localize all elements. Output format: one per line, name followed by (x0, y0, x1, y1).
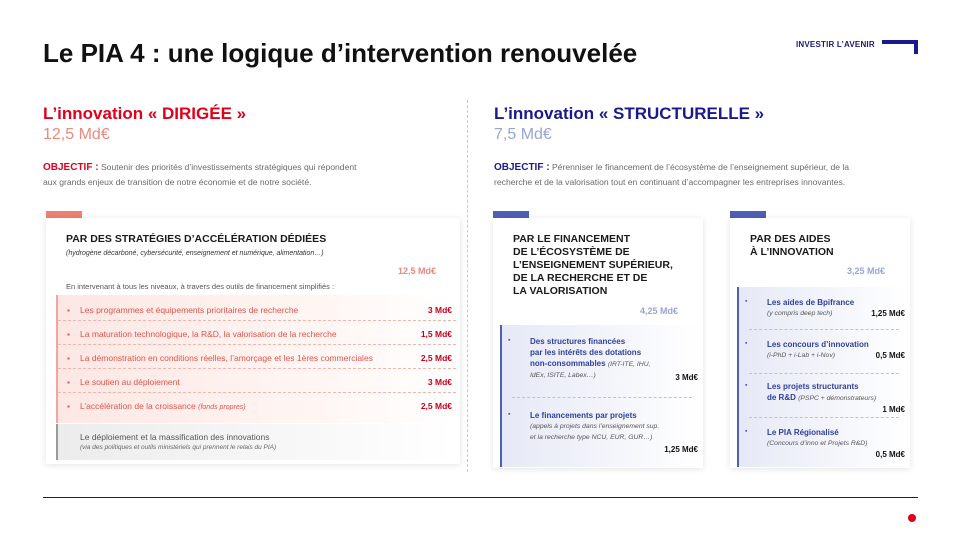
red-dot-icon (908, 514, 916, 522)
list-item-value: 3 Md€ (675, 373, 698, 382)
list-item (58, 369, 456, 393)
left-card-subheading: (hydrogène décarboné, cybersécurité, enseignement et numérique, alimentation…) (66, 250, 324, 257)
objective-text-1: Pérenniser le financement de l’écosystème de l’enseignement supérieur, de la (551, 162, 850, 172)
left-section-title: L’innovation « DIRIGÉE » (43, 104, 247, 123)
list-item-label: La maturation technologique, la R&D, la valorisation de la recherche (80, 329, 337, 339)
list-item-label: Le financements par projets (530, 411, 637, 420)
list-item-note: (fonds propres) (198, 404, 246, 411)
left-card-intro: En intervenant à tous les niveaux, à travers des outils de financement simplifiés : (66, 282, 335, 291)
objective-text-1: Soutenir des priorités d’investissements stratégiques qui répondent (100, 162, 357, 172)
right-card2-heading: PAR DES AIDES À L’INNOVATION (750, 233, 834, 258)
right-card2-amount: 3,25 Md€ (847, 266, 886, 276)
brand-logo-icon (882, 40, 918, 54)
list-item-note: (appels à projets dans l’enseignement sup. (530, 423, 660, 430)
list-item-note: IdEx, ISITE, Labex…) (530, 372, 596, 379)
list-item-note: (PSPC + démonstrateurs) (798, 395, 877, 402)
list-item-label: Les projets structurants (767, 382, 859, 391)
right-card1-list (500, 325, 700, 467)
right-section-amount: 7,5 Md€ (494, 126, 552, 143)
bullet-icon: ▪ (745, 298, 748, 305)
list-item-label: L’accélération de la croissance (fonds propres) (80, 401, 246, 411)
left-card-amount: 12,5 Md€ (398, 266, 437, 276)
page-title: Le PIA 4 : une logique d’intervention renouvelée (43, 38, 638, 68)
right-card1-tab (493, 211, 529, 218)
list-item-value: 1,25 Md€ (871, 309, 905, 318)
list-item-value: 3 Md€ (427, 305, 452, 315)
list-item-value: 3 Md€ (427, 377, 452, 387)
list-item-value: 1,5 Md€ (420, 329, 452, 339)
separator (749, 373, 899, 374)
list-item-label: Des structures financées (530, 337, 626, 346)
list-item-label: par les intérêts des dotations (530, 348, 642, 357)
list-item (745, 297, 905, 327)
list-item-note: (y compris deep tech) (767, 310, 833, 317)
list-item-label: Les concours d’innovation (767, 340, 869, 349)
left-section-amount: 12,5 Md€ (43, 126, 110, 143)
list-item (508, 410, 698, 460)
left-card-tab (46, 211, 82, 218)
section-divider (467, 100, 468, 472)
bullet-icon: ▪ (67, 330, 70, 339)
list-item (745, 339, 905, 369)
separator (512, 397, 692, 398)
list-item-value: 1,25 Md€ (664, 445, 698, 454)
list-item (58, 321, 456, 345)
separator (749, 417, 899, 418)
footer-text: Le déploiement et la massification des innovations (80, 432, 270, 442)
list-item-value: 2,5 Md€ (420, 401, 452, 411)
list-item-value: 0,5 Md€ (875, 450, 905, 459)
bottom-rule (43, 497, 918, 498)
brand-label: INVESTIR L’AVENIR (796, 40, 875, 49)
bullet-icon: ▪ (745, 428, 748, 435)
objective-text-2: aux grands enjeux de transition de notre économie et de notre société. (43, 177, 312, 187)
bullet-icon: ▪ (67, 306, 70, 315)
list-item-value: 0,5 Md€ (875, 351, 905, 360)
right-card2-tab (730, 211, 766, 218)
left-card-heading: PAR DES STRATÉGIES D’ACCÉLÉRATION DÉDIÉES (66, 233, 327, 245)
left-objective (43, 160, 413, 189)
list-item-note: (i-PhD + i-Lab + i-Nov) (767, 352, 835, 359)
footer-note: (via des politiques et outils ministériels qui prennent le relais du PIA) (80, 444, 277, 451)
right-card2-list (737, 287, 907, 467)
objective-label: OBJECTIF : (43, 162, 99, 173)
objective-text-2: recherche et de la valorisation tout en continuant d’accompagner les entreprises innovantes. (494, 177, 846, 187)
bullet-icon: ▪ (67, 354, 70, 363)
left-card-footer (56, 424, 454, 460)
bullet-icon: ▪ (508, 337, 511, 344)
list-item-note: (IRT-ITE, IHU, (607, 361, 651, 368)
bullet-icon: ▪ (67, 378, 70, 387)
list-item-note: (Concours d’inno et Projets R&D) (767, 440, 868, 447)
list-item (58, 297, 456, 321)
list-item-label: Le soutien au déploiement (80, 377, 180, 387)
bullet-icon: ▪ (745, 340, 748, 347)
separator (749, 329, 899, 330)
list-item (58, 393, 456, 417)
bullet-icon: ▪ (508, 411, 511, 418)
right-section-title: L’innovation « STRUCTURELLE » (494, 104, 765, 123)
list-item-label: Les aides de Bpifrance (767, 298, 855, 307)
list-item-label: de R&D (767, 393, 796, 402)
objective-label: OBJECTIF : (494, 162, 550, 173)
list-item-value: 2,5 Md€ (420, 353, 452, 363)
right-card1-heading: PAR LE FINANCEMENT DE L’ÉCOSYSTÈME DE L’ENSEIGNEMENT SUPÉRIEUR, DE LA RECHERCHE ET DE LA VALORISATION (513, 233, 673, 297)
list-item-value: 1 Md€ (882, 405, 905, 414)
list-item (745, 427, 905, 461)
list-item-note: et la recherche type NCU, EUR, GUR…) (530, 434, 653, 441)
right-objective (494, 160, 910, 189)
list-item (58, 345, 456, 369)
list-item (508, 336, 698, 396)
list-item (745, 381, 905, 421)
list-item-label: La démonstration en conditions réelles, l’amorçage et les 1ères commerciales (80, 353, 373, 363)
right-card1-amount: 4,25 Md€ (640, 306, 679, 316)
list-item-label: Le PIA Régionalisé (767, 428, 839, 437)
list-item-label: Les programmes et équipements prioritaires de recherche (80, 305, 299, 315)
list-item-label: non-consommables (530, 359, 606, 368)
bullet-icon: ▪ (745, 382, 748, 389)
left-funding-list (56, 295, 454, 423)
bullet-icon: ▪ (67, 402, 70, 411)
